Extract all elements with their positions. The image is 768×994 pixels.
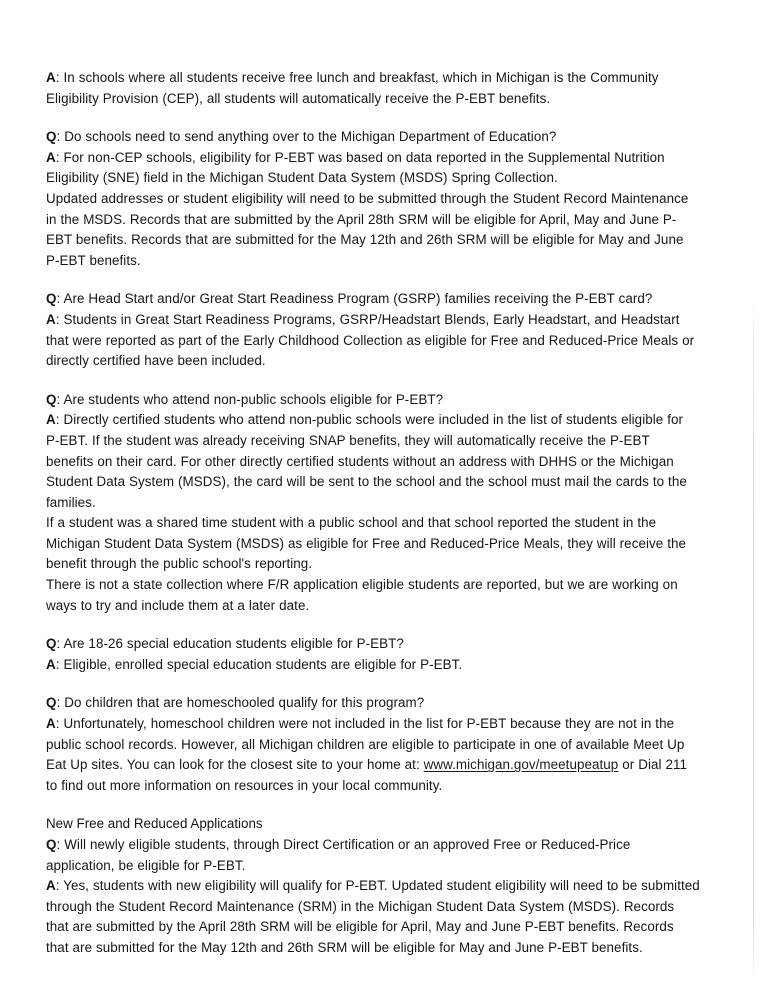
answer-paragraph (46, 68, 700, 109)
answer-label: A (46, 149, 56, 165)
answer-paragraph (46, 148, 700, 189)
question-label: Q (46, 291, 57, 307)
section-heading: New Free and Reduced Applications (46, 816, 263, 832)
answer-block-cep (46, 68, 700, 109)
question-paragraph (46, 127, 700, 148)
scan-edge-artifact (753, 0, 754, 994)
qa-block-non-public-schools (46, 390, 700, 617)
answer-separator: : (55, 878, 64, 894)
qa-block-special-education (46, 634, 700, 675)
question-label: Q (46, 129, 57, 145)
answer-paragraph (46, 410, 700, 513)
answer-text-after-link: or Dial 211 to find out more information on resources in your local community. (46, 757, 688, 793)
answer-separator: : (55, 149, 64, 165)
question-paragraph (46, 693, 700, 714)
section-new-free-and-reduced-applications (46, 814, 700, 958)
answer-separator: : (55, 311, 64, 327)
question-label: Q (46, 391, 57, 407)
answer-paragraph (46, 714, 700, 796)
question-text: Do schools need to send anything over to the Michigan Department of Education? (64, 129, 557, 145)
answer-separator: : (55, 412, 64, 428)
answer-text: In schools where all students receive free lunch and breakfast, which in Michigan is the Community Eligibility Provision (CEP), all students will automatically receive the P-EBT benefits. (46, 70, 659, 106)
answer-label: A (46, 716, 56, 732)
document-text-body (46, 68, 700, 959)
meet-up-eat-up-link[interactable]: www.michigan.gov/meetupeatup (423, 757, 619, 773)
answer-separator: : (55, 656, 64, 672)
answer-text: Directly certified students who attend non-public schools were included in the list of students eligible for P-EBT. If the student was already receiving SNAP benefits, they will automatically receive the P-EBT benefits on their card. For other directly certified students without an address with DHHS or the Michigan Student Data System (MSDS), the card will be sent to the school and the school must mail the cards to the families. (46, 412, 687, 510)
question-separator: : (56, 129, 65, 145)
qa-block-homeschool (46, 693, 700, 796)
question-separator: : (56, 695, 65, 711)
question-text: Are 18-26 special education students eligible for P-EBT? (63, 636, 404, 652)
answer-text: Yes, students with new eligibility will qualify for P-EBT. Updated student eligibility will need to be submitted through the Student Record Maintenance (SRM) in the Michigan Student Data System (MSDS). Records that are submitted by the April 28th SRM will be eligible for April, May and June P-EBT benefits. Records that are submitted for the May 12th and 26th SRM will be eligible for May and June P-EBT benefits. (46, 878, 700, 955)
question-paragraph (46, 835, 700, 876)
question-text: Are Head Start and/or Great Start Readiness Program (GSRP) families receiving the P-EBT card? (63, 291, 653, 307)
answer-text: Students in Great Start Readiness Programs, GSRP/Headstart Blends, Early Headstart, and Headstart that were reported as part of the Early Childhood Collection as eligible for Free and Reduced-Price Meals or directly certified have been included. (46, 311, 695, 369)
answer-label: A (46, 656, 56, 672)
question-separator: : (56, 636, 64, 652)
question-separator: : (56, 837, 65, 852)
answer-label: A (46, 311, 56, 327)
question-label: Q (46, 636, 57, 652)
question-text: Do children that are homeschooled qualify for this program? (64, 695, 425, 711)
answer-text-before-link: Unfortunately, homeschool children were not included in the list for P-EBT because they are not in the public school records. However, all Michigan children are eligible to participate in one of available Meet Up Eat Up sites. You can look for the closest site to your home at: (46, 716, 685, 773)
answer-text: Eligible, enrolled special education students are eligible for P-EBT. (63, 656, 463, 672)
answer-label: A (46, 70, 56, 85)
question-paragraph (46, 289, 700, 310)
question-separator: : (56, 291, 64, 307)
question-label: Q (46, 837, 57, 852)
question-label: Q (46, 695, 57, 711)
question-separator: : (56, 391, 64, 407)
answer-separator: : (55, 70, 64, 85)
answer-extra-paragraph: If a student was a shared time student with a public school and that school reported the student in the Michigan Student Data System (MSDS) as eligible for Free and Reduced-Price Meals, they will receive the benefit through the public school's reporting. (46, 515, 687, 572)
answer-extra-paragraph: Updated addresses or student eligibility will need to be submitted through the Student Record Maintenance in the MSDS. Records that are submitted by the April 28th SRM will be eligible for April, May and June P-EBT benefits. Records that are submitted for the May 12th and 26th SRM will be eligible for May and June P-EBT benefits. (46, 190, 689, 268)
question-paragraph (46, 390, 700, 411)
answer-text: For non-CEP schools, eligibility for P-EBT was based on data reported in the Supplemental Nutrition Eligibility (SNE) field in the Michigan Student Data System (MSDS) Spring Collection. (46, 149, 665, 186)
answer-label: A (46, 878, 56, 894)
question-paragraph (46, 634, 700, 655)
question-text: Will newly eligible students, through Direct Certification or an approved Free or Reduced-Price application, be eligible for P-EBT. (46, 837, 631, 873)
answer-label: A (46, 412, 56, 428)
answer-separator: : (55, 716, 64, 732)
answer-extra-paragraph: There is not a state collection where F/R application eligible students are reported, but we are working on ways to try and include them at a later date. (46, 577, 678, 613)
question-text: Are students who attend non-public schools eligible for P-EBT? (63, 391, 444, 407)
answer-paragraph (46, 876, 700, 958)
answer-paragraph (46, 655, 700, 676)
qa-block-head-start-gsrp (46, 289, 700, 371)
answer-paragraph (46, 310, 700, 372)
qa-block-send-to-mde (46, 127, 700, 271)
